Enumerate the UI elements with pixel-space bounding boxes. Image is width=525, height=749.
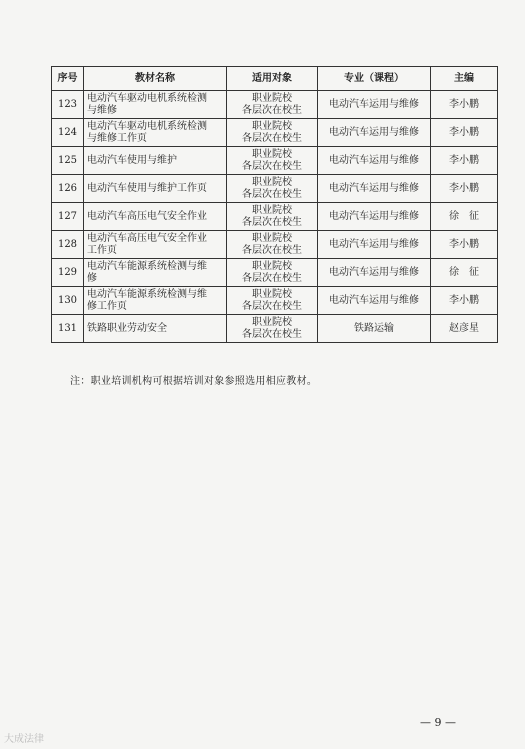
cell-audience [227, 119, 318, 147]
cell-major: 铁路运输 [318, 315, 431, 343]
table-row [52, 231, 498, 259]
audience-line: 职业院校 [252, 92, 292, 104]
cell-textbook-name [84, 119, 227, 147]
audience-line: 职业院校 [252, 148, 292, 160]
cell-major: 电动汽车运用与维修 [318, 287, 431, 315]
audience-line: 各层次在校生 [242, 272, 302, 284]
textbook-name-line: 修 [87, 272, 97, 284]
cell-major: 电动汽车运用与维修 [318, 203, 431, 231]
cell-major: 电动汽车运用与维修 [318, 91, 431, 119]
textbook-name-line: 电动汽车驱动电机系统检测 [87, 92, 207, 104]
cell-textbook-name [84, 147, 227, 175]
cell-audience [227, 287, 318, 315]
cell-serial: 131 [52, 315, 84, 343]
cell-audience [227, 203, 318, 231]
table-row [52, 91, 498, 119]
audience-line: 各层次在校生 [242, 160, 302, 172]
header-major: 专业（课程） [318, 67, 431, 91]
cell-editor: 李小鹏 [431, 175, 498, 203]
audience-line: 各层次在校生 [242, 216, 302, 228]
textbook-name-line: 修工作页 [87, 300, 127, 312]
audience-line: 职业院校 [252, 204, 292, 216]
textbook-name-line: 电动汽车驱动电机系统检测 [87, 120, 207, 132]
cell-textbook-name [84, 91, 227, 119]
cell-serial: 125 [52, 147, 84, 175]
cell-serial: 123 [52, 91, 84, 119]
table-body [52, 91, 498, 343]
header-audience: 适用对象 [227, 67, 318, 91]
table-row [52, 287, 498, 315]
cell-serial: 127 [52, 203, 84, 231]
cell-serial: 124 [52, 119, 84, 147]
cell-serial: 126 [52, 175, 84, 203]
textbook-name-line: 电动汽车能源系统检测与维 [87, 260, 207, 272]
cell-audience [227, 315, 318, 343]
cell-major: 电动汽车运用与维修 [318, 175, 431, 203]
textbook-name-line: 铁路职业劳动安全 [87, 322, 167, 334]
cell-major: 电动汽车运用与维修 [318, 119, 431, 147]
textbook-table [51, 66, 498, 343]
cell-serial: 130 [52, 287, 84, 315]
cell-audience [227, 147, 318, 175]
cell-textbook-name [84, 287, 227, 315]
audience-line: 各层次在校生 [242, 132, 302, 144]
cell-serial: 129 [52, 259, 84, 287]
cell-audience [227, 175, 318, 203]
page-number: — 9 — [420, 716, 456, 729]
table-row [52, 119, 498, 147]
textbook-name-line: 电动汽车高压电气安全作业 [87, 210, 207, 222]
audience-line: 职业院校 [252, 176, 292, 188]
table-row [52, 147, 498, 175]
textbook-name-line: 电动汽车使用与维护工作页 [87, 182, 207, 194]
cell-editor: 李小鹏 [431, 287, 498, 315]
footnote: 注：职业培训机构可根据培训对象参照选用相应教材。 [70, 376, 318, 387]
audience-line: 各层次在校生 [242, 328, 302, 340]
cell-editor: 李小鹏 [431, 231, 498, 259]
cell-editor: 李小鹏 [431, 91, 498, 119]
cell-textbook-name [84, 231, 227, 259]
watermark-logo: 大成法律 [4, 734, 44, 745]
textbook-name-line: 电动汽车高压电气安全作业 [87, 232, 207, 244]
table-row [52, 259, 498, 287]
audience-line: 职业院校 [252, 316, 292, 328]
cell-editor: 李小鹏 [431, 119, 498, 147]
cell-major: 电动汽车运用与维修 [318, 259, 431, 287]
audience-line: 职业院校 [252, 120, 292, 132]
cell-textbook-name [84, 203, 227, 231]
table-row [52, 315, 498, 343]
cell-audience [227, 259, 318, 287]
cell-textbook-name [84, 315, 227, 343]
textbook-name-line: 与维修 [87, 104, 117, 116]
audience-line: 职业院校 [252, 260, 292, 272]
header-editor: 主编 [431, 67, 498, 91]
table-row [52, 175, 498, 203]
textbook-name-line: 与维修工作页 [87, 132, 147, 144]
audience-line: 各层次在校生 [242, 104, 302, 116]
cell-audience [227, 231, 318, 259]
table-header-row [52, 67, 498, 91]
audience-line: 各层次在校生 [242, 244, 302, 256]
textbook-name-line: 工作页 [87, 244, 117, 256]
header-textbook-name: 教材名称 [84, 67, 227, 91]
audience-line: 各层次在校生 [242, 188, 302, 200]
audience-line: 职业院校 [252, 288, 292, 300]
audience-line: 各层次在校生 [242, 300, 302, 312]
header-serial: 序号 [52, 67, 84, 91]
audience-line: 职业院校 [252, 232, 292, 244]
textbook-name-line: 电动汽车使用与维护 [87, 154, 177, 166]
cell-textbook-name [84, 259, 227, 287]
cell-audience [227, 91, 318, 119]
cell-textbook-name [84, 175, 227, 203]
cell-major: 电动汽车运用与维修 [318, 231, 431, 259]
cell-editor: 徐 征 [431, 203, 498, 231]
cell-editor: 李小鹏 [431, 147, 498, 175]
cell-major: 电动汽车运用与维修 [318, 147, 431, 175]
cell-editor: 徐 征 [431, 259, 498, 287]
table-row [52, 203, 498, 231]
textbook-name-line: 电动汽车能源系统检测与维 [87, 288, 207, 300]
cell-editor: 赵彦星 [431, 315, 498, 343]
cell-serial: 128 [52, 231, 84, 259]
